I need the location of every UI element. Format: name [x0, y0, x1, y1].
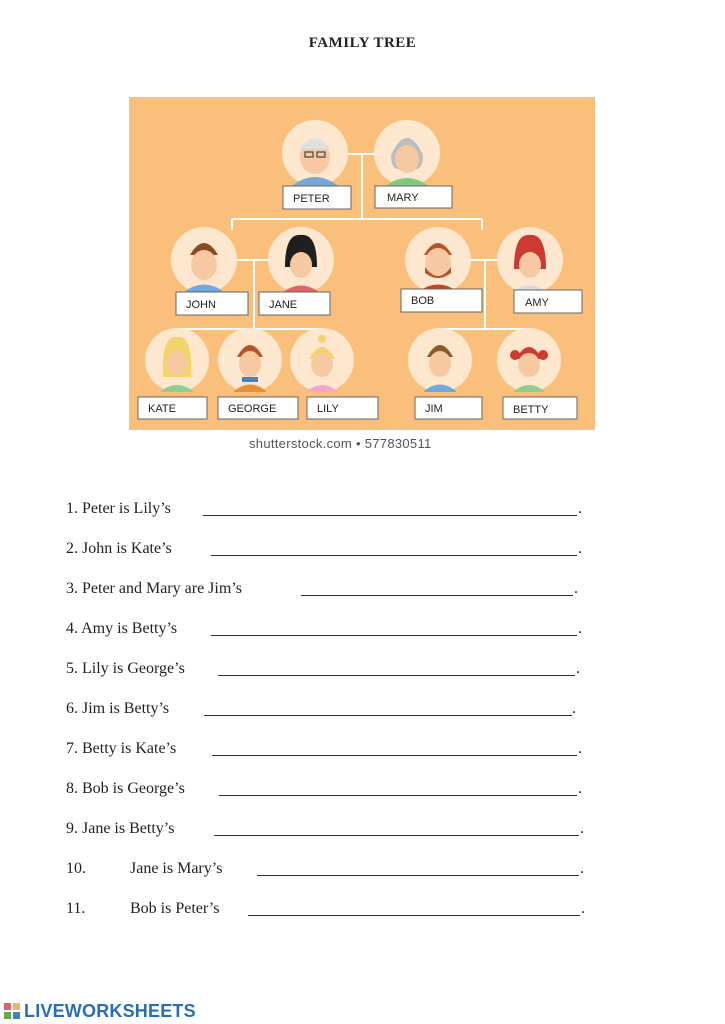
question-text: Bob is Peter’s — [130, 900, 220, 917]
avatar-john — [171, 227, 237, 293]
question-number: 4. — [66, 620, 78, 637]
question-item — [66, 538, 582, 560]
name-jim: JIM — [425, 403, 443, 415]
question-number: 6. — [66, 700, 78, 717]
question-text: Bob is George’s — [82, 780, 185, 797]
question-text: Jane is Betty’s — [82, 820, 175, 837]
question-number: 3. — [66, 580, 78, 597]
avatar-george — [218, 328, 282, 392]
period: . — [578, 540, 582, 557]
answer-blank[interactable] — [211, 555, 577, 556]
question-text: Peter is Lily’s — [82, 500, 171, 517]
avatar-kate — [145, 328, 209, 392]
answer-blank[interactable] — [204, 715, 572, 716]
question-item — [66, 578, 578, 600]
answer-blank[interactable] — [257, 875, 579, 876]
question-text: Lily is George’s — [82, 660, 185, 677]
footer-brand[interactable] — [4, 1000, 196, 1022]
avatar-bob — [405, 227, 471, 293]
liveworksheets-logo-icon — [4, 1003, 20, 1019]
answer-blank[interactable] — [211, 635, 577, 636]
answer-blank[interactable] — [219, 795, 577, 796]
question-text: Betty is Kate’s — [82, 740, 177, 757]
family-tree-illustration — [129, 97, 595, 430]
name-amy: AMY — [525, 297, 549, 309]
question-item — [66, 898, 585, 920]
name-kate: KATE — [148, 403, 176, 415]
question-text: Jim is Betty’s — [82, 700, 170, 717]
answer-blank[interactable] — [203, 515, 577, 516]
avatar-lily — [290, 328, 354, 392]
question-number: 2. — [66, 540, 78, 557]
question-number: 7. — [66, 740, 78, 757]
question-text: John is Kate’s — [82, 540, 172, 557]
answer-blank[interactable] — [248, 915, 580, 916]
name-betty: BETTY — [513, 404, 549, 416]
answer-blank[interactable] — [301, 595, 573, 596]
question-number: 5. — [66, 660, 78, 677]
name-lily: LILY — [317, 403, 339, 415]
question-item — [66, 858, 584, 880]
name-george: GEORGE — [228, 403, 277, 415]
question-item — [66, 618, 582, 640]
avatar-amy — [497, 227, 563, 293]
question-text: Amy is Betty’s — [81, 620, 178, 637]
period: . — [578, 740, 582, 757]
footer-brand-text: LIVEWORKSHEETS — [24, 1000, 196, 1021]
answer-blank[interactable] — [218, 675, 575, 676]
question-text: Jane is Mary’s — [130, 860, 223, 877]
period: . — [578, 780, 582, 797]
question-item — [66, 738, 582, 760]
period: . — [576, 660, 580, 677]
question-number: 8. — [66, 780, 78, 797]
avatar-jim — [408, 328, 472, 392]
name-john: JOHN — [186, 299, 216, 311]
avatar-peter — [282, 120, 348, 186]
question-item — [66, 698, 576, 720]
question-item — [66, 498, 582, 520]
worksheet-title: FAMILY TREE — [308, 35, 417, 51]
answer-blank[interactable] — [212, 755, 577, 756]
period: . — [580, 820, 584, 837]
question-item — [66, 658, 580, 680]
name-bob: BOB — [411, 295, 435, 307]
question-number: 1. — [66, 500, 78, 517]
avatar-betty — [497, 328, 561, 392]
question-item — [66, 818, 584, 840]
question-number: 9. — [66, 820, 78, 837]
answer-blank[interactable] — [214, 835, 579, 836]
period: . — [572, 700, 576, 717]
name-peter: PETER — [293, 193, 330, 205]
avatar-mary — [374, 120, 440, 186]
question-text: Peter and Mary are Jim’s — [82, 580, 242, 597]
period: . — [580, 860, 584, 877]
name-mary: MARY — [387, 192, 419, 204]
period: . — [578, 500, 582, 517]
image-credit: shutterstock.com • 577830511 — [249, 436, 432, 451]
period: . — [578, 620, 582, 637]
name-jane: JANE — [269, 299, 298, 311]
avatar-jane — [268, 227, 334, 293]
question-number: 10. — [66, 860, 86, 877]
question-item — [66, 778, 582, 800]
question-number: 11. — [66, 900, 86, 917]
period: . — [574, 580, 578, 597]
period: . — [581, 900, 585, 917]
